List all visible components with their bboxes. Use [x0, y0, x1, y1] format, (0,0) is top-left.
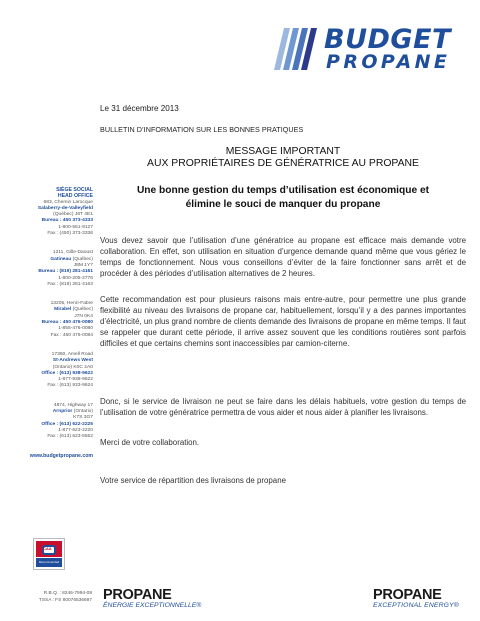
message-title — [100, 146, 466, 170]
office-address: 13205, Henri-Fabre — [50, 301, 93, 307]
propane-logo-word: PROPANE — [103, 587, 172, 603]
propane-logo-en — [373, 588, 459, 610]
office-tollfree: 1-800-205-2776 — [58, 275, 93, 281]
logo-word-budget: BUDGET — [324, 24, 451, 55]
office-province: (Ontario) — [73, 409, 93, 415]
office-city: Gatineau — [50, 256, 72, 262]
propane-logo-fr — [103, 588, 201, 610]
signature-line: Votre service de répartition des livraisons de propane — [100, 476, 286, 485]
head-office-label-en: HEAD OFFICE — [57, 193, 93, 200]
paragraph-reason: Cette recommandation est pour plusieurs raisons mais entre-autre, pour permettre une plus grande flexibilité au niveau des livraisons de propane car, habituellement, lorsqu’il y a des pannes importantes d’électricité, un plus grand nombre de clients demande des livraisons de propane en même temps. Il faut se rappeler que durant cette période, il arrive assez souvent que les conditions routières sont parfois difficiles et que certains chemins sont inaccessibles par camion-citerne. — [100, 295, 466, 349]
office-tollfree: 1-877-623-2220 — [58, 427, 93, 433]
office-fax: Fax : (613) 933-9624 — [47, 383, 93, 389]
office-postal: J7N 0K4 — [74, 313, 93, 319]
logo-stripes-icon — [272, 26, 324, 72]
office-phone: Bureau : 450 373-4333 — [41, 218, 93, 224]
tssa-number: TSSA : FS 80076536697 — [38, 598, 92, 603]
office-mirabel — [8, 301, 93, 339]
propane-logo-word: PROPANE — [373, 587, 442, 603]
office-st-andrews — [8, 352, 93, 390]
caa-recommended-badge — [33, 538, 65, 570]
office-address: 1211, Gille-Daoust — [52, 250, 93, 256]
office-fax: Fax : (819) 281-4163 — [47, 281, 93, 287]
sidebar-offices — [8, 187, 93, 459]
bulletin-heading: BULLETIN D’INFORMATION SUR LES BONNES PRATIQUES — [100, 125, 304, 134]
office-province: (Québec) — [72, 256, 93, 262]
office-tollfree: 1-877-938-9622 — [58, 377, 93, 383]
paragraph-intro: Vous devez savoir que l’utilisation d’une génératrice au propane est efficace mais demande votre collaboration. En effet, son utilisation en situation d’urgence demande quand même que vous gériez le temps de fonctionnement. Nous vous conseillons d’éviter de la faire fonctionner sans arrêt et de procéder à des périodes d’utilisation alternatives de 2 heures. — [100, 236, 466, 279]
propane-logo-tagline-en: EXCEPTIONAL ENERGY® — [373, 602, 459, 609]
propane-logo-tagline-fr: ÉNERGIE EXCEPTIONNELLE® — [103, 602, 202, 609]
website-link[interactable]: www.budgetpropane.com — [29, 452, 93, 459]
letter-subtitle — [100, 184, 466, 211]
office-province: (Québec) J6T 4E1 — [53, 212, 93, 218]
office-postal: K7S 3G7 — [73, 415, 93, 421]
head-office-label-fr: SIÈGE SOCIAL — [56, 187, 93, 193]
subtitle-line1: Une bonne gestion du temps d’utilisation est économique et — [136, 185, 430, 196]
subtitle-line2: élimine le souci de manquer du propane — [185, 198, 381, 210]
office-fax: Fax : (613) 623-5552 — [47, 434, 93, 440]
office-city: St-Andrews West — [52, 358, 93, 364]
logo-word-propane: PROPANE — [326, 51, 451, 73]
office-phone: Bureau : 450 476-0080 — [41, 320, 93, 326]
caa-badge-label: CAA — [43, 546, 52, 551]
budget-propane-logo — [272, 24, 462, 74]
office-phone: Bureau : (819) 281-4161 — [38, 269, 93, 275]
head-office — [8, 187, 93, 237]
office-fax: Fax : 450 476-0084 — [50, 332, 93, 338]
office-tollfree: 1-855-476-0080 — [58, 326, 93, 332]
office-postal: J8M 1Y7 — [73, 262, 93, 268]
letter-date: Le 31 décembre 2013 — [100, 104, 179, 113]
caa-badge-text: Recommended — [36, 558, 62, 567]
paragraph-conclusion: Donc, si le service de livraison ne peut se faire dans les délais habituels, votre gestion du temps de l’utilisation de votre génératrice permettra de vous aider et nous aider à planifier les livraisons. — [100, 397, 466, 418]
office-province: (Québec) — [72, 307, 93, 313]
office-gatineau — [8, 250, 93, 288]
office-phone: Office : (613) 938-9622 — [41, 370, 93, 376]
office-address: 683, Chemin Larocque — [43, 199, 93, 205]
office-fax: Fax : (450) 373-3336 — [47, 231, 93, 237]
office-address: 17360, Amell Road — [51, 351, 93, 357]
rbq-number: R.B.Q. : 8246-7994-08 — [43, 591, 92, 596]
office-city: Salaberry-de-Valleyfield — [37, 205, 93, 211]
office-phone: Office : (613) 622-2225 — [41, 421, 93, 427]
message-title-line1: MESSAGE IMPORTANT — [225, 146, 341, 157]
paragraph-thanks: Merci de votre collaboration. — [100, 438, 200, 447]
office-address: 4874, Highway 17 — [53, 402, 93, 408]
office-city: Mirabel — [54, 307, 72, 313]
office-province: (Ontario) K0C 2A0 — [52, 364, 93, 370]
licence-numbers — [8, 590, 92, 604]
office-tollfree: 1-800-561-9127 — [58, 224, 93, 230]
office-arnprior — [8, 403, 93, 441]
office-city: Arnprior — [52, 409, 73, 415]
message-title-line2: AUX PROPRIÉTAIRES DE GÉNÉRATRICE AU PROPANE — [147, 158, 419, 169]
